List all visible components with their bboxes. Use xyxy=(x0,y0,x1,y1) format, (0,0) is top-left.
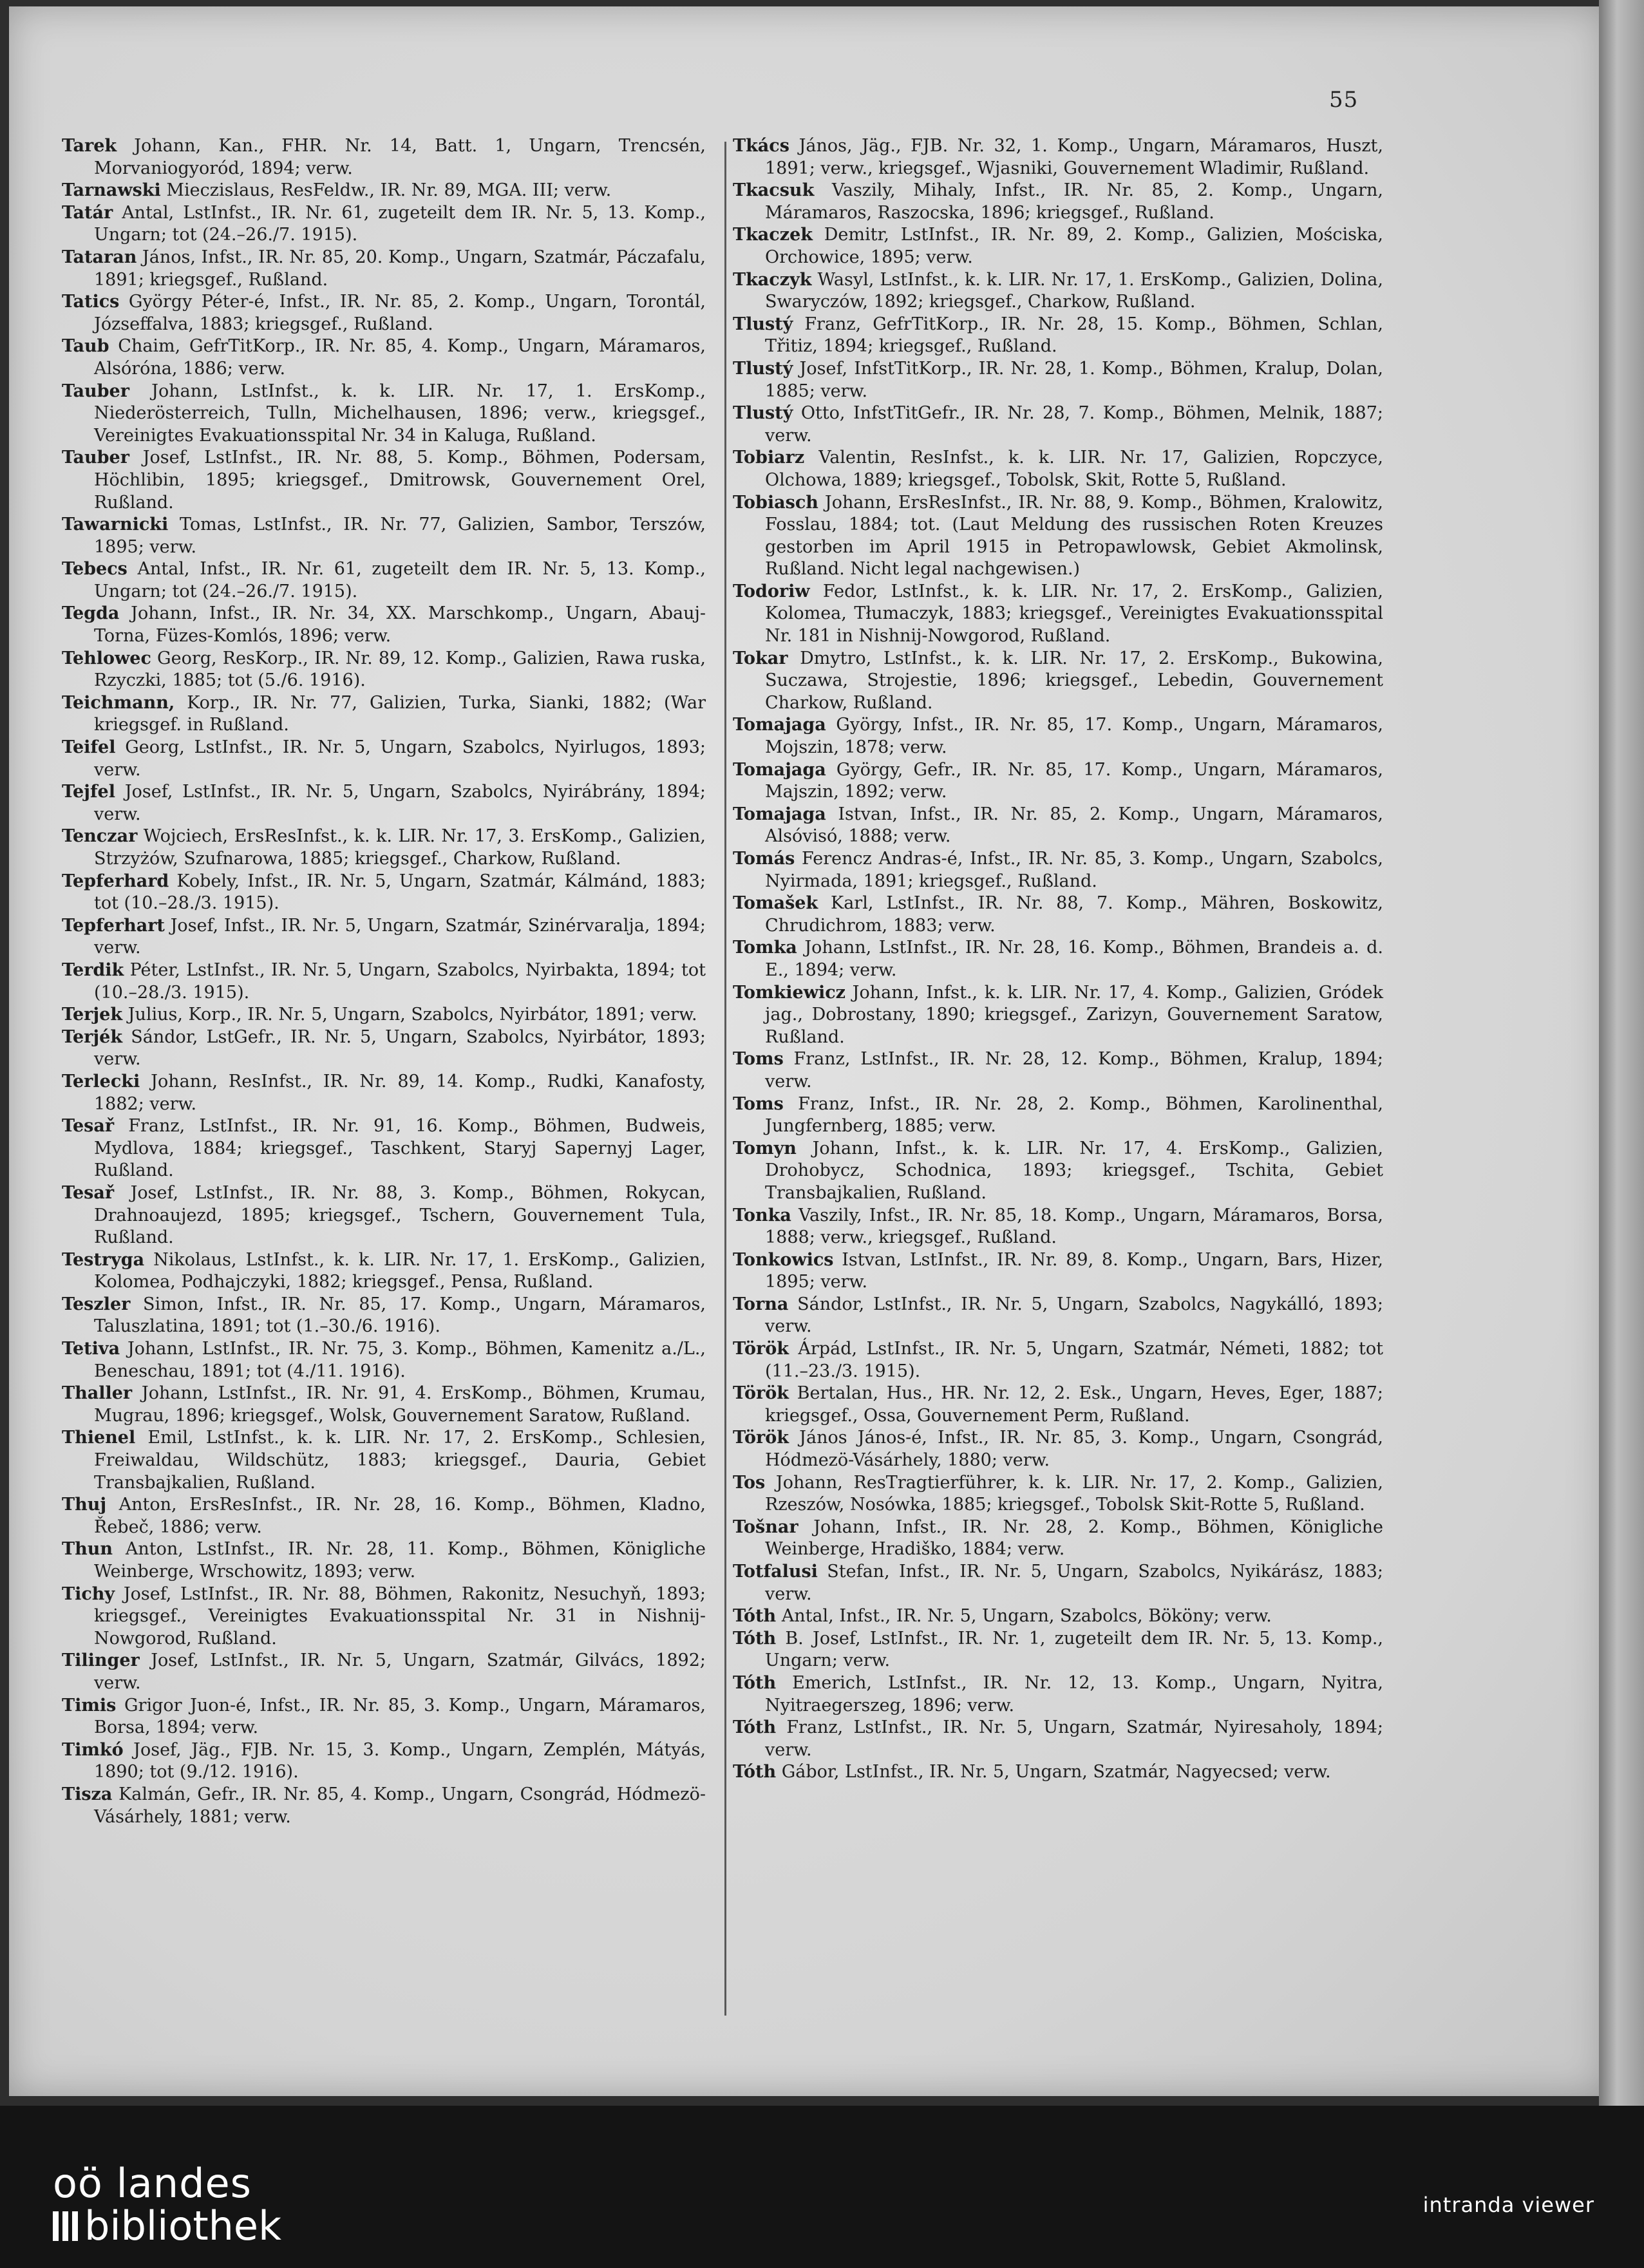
scanned-page xyxy=(9,6,1606,2096)
register-entry xyxy=(733,759,1383,804)
entry-details: Josef, LstInfst., IR. Nr. 5, Ungarn, Szatmár, Gilvács, 1892; verw. xyxy=(94,1650,706,1693)
register-entry xyxy=(733,848,1383,893)
entry-surname: Tlustý xyxy=(733,358,793,379)
entry-details: Istvan, LstInfst., IR. Nr. 89, 8. Komp., Ungarn, Bars, Hizer, 1895; verw. xyxy=(765,1249,1383,1292)
register-entry xyxy=(62,1583,706,1650)
entry-details: Franz, LstInfst., IR. Nr. 91, 16. Komp., Böhmen, Budweis, Mydlova, 1884; kriegsgef., Taschkent, Staryj Sapernyj Lager, Rußland. xyxy=(94,1116,706,1181)
entry-surname: Tilinger xyxy=(62,1650,140,1671)
entry-details: Wojciech, ErsResInfst., k. k. LIR. Nr. 17, 3. ErsKomp., Galizien, Strzyżów, Szufnarowa, 1885; kriegsgef., Charkow, Rußland. xyxy=(94,826,706,869)
entry-details: Johann, Infst., IR. Nr. 28, 2. Komp., Böhmen, Königliche Weinberge, Hradiško, 1884; verw. xyxy=(765,1517,1383,1560)
entry-surname: Tegda xyxy=(62,603,120,624)
register-entry xyxy=(62,1004,706,1026)
viewer-label: intranda viewer xyxy=(1422,2193,1594,2217)
entry-surname: Tlustý xyxy=(733,403,793,424)
entry-surname: Tepferhart xyxy=(62,915,165,936)
register-entry xyxy=(733,581,1383,648)
entry-surname: Tenczar xyxy=(62,826,138,847)
entry-surname: Tóth xyxy=(733,1717,777,1738)
entry-surname: Tkaczek xyxy=(733,225,813,245)
entry-details: Johann, ErsResInfst., IR. Nr. 88, 9. Komp., Böhmen, Kralowitz, Fosslau, 1884; tot. (Laut Meldung des russischen Roten Kreuzes gestorben im April 1915 in Petropawlowsk, Gebiet Akmolinsk, Rußland. Nicht legal nachgewisen.) xyxy=(765,492,1383,580)
entry-details: Georg, LstInfst., IR. Nr. 5, Ungarn, Szabolcs, Nyirlugos, 1893; verw. xyxy=(94,737,706,780)
register-entry xyxy=(733,1761,1383,1784)
entry-surname: Tkacsuk xyxy=(733,180,815,201)
entry-surname: Tobiarz xyxy=(733,448,805,468)
register-entry xyxy=(733,402,1383,447)
logo-line-1: oö landes xyxy=(53,2160,252,2207)
entry-details: György Péter-é, Infst., IR. Nr. 85, 2. Komp., Ungarn, Torontál, Józseffalva, 1883; kriegsgef., Rußland. xyxy=(94,292,706,334)
register-entry xyxy=(62,335,706,380)
register-entry xyxy=(733,1672,1383,1717)
entry-surname: Teszler xyxy=(62,1294,131,1314)
entry-details: Georg, ResKorp., IR. Nr. 89, 12. Komp., Galizien, Rawa ruska, Rzyczki, 1885; tot (5./6. 1916). xyxy=(94,648,706,691)
register-entry xyxy=(62,915,706,959)
entry-details: Valentin, ResInfst., k. k. LIR. Nr. 17, Galizien, Ropczyce, Olchowa, 1889; kriegsgef., Tobolsk, Skit, Rotte 5, Rußland. xyxy=(765,448,1383,490)
entry-details: Demitr, LstInfst., IR. Nr. 89, 2. Komp., Galizien, Mościska, Orchowice, 1895; verw. xyxy=(765,225,1383,267)
entry-surname: Tatár xyxy=(62,202,113,223)
register-entry xyxy=(62,247,706,291)
entry-surname: Tepferhard xyxy=(62,871,169,891)
entry-details: Antal, Infst., IR. Nr. 5, Ungarn, Szabolcs, Bököny; verw. xyxy=(781,1606,1272,1627)
entry-details: Wasyl, LstInfst., k. k. LIR. Nr. 17, 1. ErsKomp., Galizien, Dolina, Swaryczów, 1892; kriegsgef., Charkow, Rußland. xyxy=(765,269,1383,312)
entry-details: Johann, LstInfst., IR. Nr. 28, 16. Komp., Böhmen, Brandeis a. d. E., 1894; verw. xyxy=(765,938,1383,980)
entry-surname: Tarnawski xyxy=(62,180,161,201)
register-entry xyxy=(733,1138,1383,1205)
entry-details: György, Gefr., IR. Nr. 85, 17. Komp., Ungarn, Máramaros, Majszin, 1892; verw. xyxy=(765,759,1383,802)
entry-surname: Tkács xyxy=(733,136,789,156)
entry-surname: Tawarnicki xyxy=(62,515,169,535)
entry-surname: Tomašek xyxy=(733,893,818,914)
register-entry xyxy=(733,1472,1383,1517)
entry-surname: Tetiva xyxy=(62,1339,120,1359)
page-number: 55 xyxy=(1329,87,1359,113)
entry-details: János, Jäg., FJB. Nr. 32, 1. Komp., Ungarn, Máramaros, Huszt, 1891; verw., kriegsgef., Wjasniki, Gouvernement Wladimir, Rußland. xyxy=(765,136,1383,178)
register-entry xyxy=(62,1538,706,1583)
entry-details: Sándor, LstGefr., IR. Nr. 5, Ungarn, Szabolcs, Nyirbátor, 1893; verw. xyxy=(94,1026,706,1070)
register-entry xyxy=(62,1784,706,1828)
entry-surname: Tomás xyxy=(733,849,795,869)
entry-surname: Tatics xyxy=(62,292,120,312)
entry-details: Dmytro, LstInfst., k. k. LIR. Nr. 17, 2. ErsKomp., Bukowina, Suczawa, Strojestie, 1896; kriegsgef., Lebedin, Gouvernement Charkow, Rußland. xyxy=(765,648,1383,713)
register-entry xyxy=(733,714,1383,759)
entry-details: Mieczislaus, ResFeldw., IR. Nr. 89, MGA. III; verw. xyxy=(166,180,612,201)
entry-surname: Tomajaga xyxy=(733,759,826,780)
entry-details: B. Josef, LstInfst., IR. Nr. 1, zugeteilt dem IR. Nr. 5, 13. Komp., Ungarn; verw. xyxy=(765,1628,1383,1671)
register-entry xyxy=(733,1605,1383,1628)
entry-surname: Tóth xyxy=(733,1606,777,1627)
entry-surname: Tošnar xyxy=(733,1517,798,1537)
entry-surname: Torna xyxy=(733,1294,789,1314)
entry-details: Grigor Juon-é, Infst., IR. Nr. 85, 3. Komp., Ungarn, Máramaros, Borsa, 1894; verw. xyxy=(94,1695,706,1738)
register-entry xyxy=(62,202,706,247)
entry-details: Vaszily, Infst., IR. Nr. 85, 18. Komp., Ungarn, Máramaros, Borsa, 1888; verw., kriegsgef., Rußland. xyxy=(765,1205,1383,1248)
library-logo xyxy=(53,2162,281,2247)
entry-details: Istvan, Infst., IR. Nr. 85, 2. Komp., Ungarn, Máramaros, Alsóvisó, 1888; verw. xyxy=(765,804,1383,847)
entry-surname: Tejfel xyxy=(62,782,115,802)
entry-surname: Török xyxy=(733,1339,789,1359)
entry-details: Korp., IR. Nr. 77, Galizien, Turka, Sianki, 1882; (War kriegsgef. in Rußland. xyxy=(94,692,706,735)
entry-details: Nikolaus, LstInfst., k. k. LIR. Nr. 17, 1. ErsKomp., Galizien, Kolomea, Podhajczyki, 1882; kriegsgef., Pensa, Rußland. xyxy=(94,1249,706,1292)
entry-surname: Tóth xyxy=(733,1628,777,1649)
register-entry xyxy=(62,558,706,603)
entry-details: Julius, Korp., IR. Nr. 5, Ungarn, Szabolcs, Nyirbátor, 1891; verw. xyxy=(128,1005,697,1025)
entry-surname: Tobiasch xyxy=(733,492,818,513)
entry-details: Josef, LstInfst., IR. Nr. 88, Böhmen, Rakonitz, Nesuchyň, 1893; kriegsgef., Vereinigtes Evakuationsspital Nr. 31 in Nishnij-Nowgorod, Rußland. xyxy=(94,1583,706,1649)
entry-surname: Tomajaga xyxy=(733,715,826,735)
register-entry xyxy=(62,1494,706,1538)
register-entry xyxy=(733,893,1383,937)
register-entry xyxy=(733,1717,1383,1761)
entry-details: Josef, Jäg., FJB. Nr. 15, 3. Komp., Ungarn, Zemplén, Mátyás, 1890; tot (9./12. 1916). xyxy=(94,1739,706,1782)
register-entry xyxy=(62,1650,706,1694)
entry-surname: Tisza xyxy=(62,1784,113,1804)
entry-details: Johann, LstInfst., IR. Nr. 91, 4. ErsKomp., Böhmen, Krumau, Mugrau, 1896; kriegsgef., Wolsk, Gouvernement Saratow, Rußland. xyxy=(94,1383,706,1426)
register-entry xyxy=(62,871,706,915)
column-divider xyxy=(724,142,726,2016)
entry-surname: Tlustý xyxy=(733,314,793,334)
entry-details: Anton, ErsResInfst., IR. Nr. 28, 16. Komp., Böhmen, Kladno, Řebeč, 1886; verw. xyxy=(94,1495,706,1537)
register-entry xyxy=(733,224,1383,269)
register-entry xyxy=(733,804,1383,848)
register-entry xyxy=(62,1115,706,1182)
entry-surname: Török xyxy=(733,1428,789,1448)
logo-bars-icon xyxy=(53,2211,78,2241)
entry-surname: Tomajaga xyxy=(733,804,826,824)
register-entry xyxy=(62,959,706,1004)
entry-details: Franz, Infst., IR. Nr. 28, 2. Komp., Böhmen, Karolinenthal, Jungfernberg, 1885; verw. xyxy=(765,1093,1383,1137)
register-entry xyxy=(62,781,706,826)
entry-surname: Taub xyxy=(62,336,109,357)
register-entry xyxy=(733,314,1383,358)
entry-details: Johann, Kan., FHR. Nr. 14, Batt. 1, Ungarn, Trencsén, Morvaniogyoród, 1894; verw. xyxy=(94,136,706,178)
logo-line-2-wrap xyxy=(53,2202,281,2249)
logo-line-2: bibliothek xyxy=(84,2202,281,2249)
page-edge xyxy=(1599,0,1644,2106)
entry-surname: Thaller xyxy=(62,1383,133,1404)
entry-details: Antal, LstInfst., IR. Nr. 61, zugeteilt dem IR. Nr. 5, 13. Komp., Ungarn; tot (24.–26./7. 1915). xyxy=(94,202,706,245)
entry-details: Franz, LstInfst., IR. Nr. 5, Ungarn, Szatmár, Nyiresaholy, 1894; verw. xyxy=(765,1717,1383,1760)
register-entry xyxy=(62,291,706,335)
entry-surname: Tebecs xyxy=(62,559,128,580)
register-entry xyxy=(62,180,706,202)
register-entry xyxy=(733,180,1383,224)
register-entry xyxy=(62,1071,706,1115)
register-entry xyxy=(62,1383,706,1427)
entry-surname: Thuj xyxy=(62,1495,107,1515)
entry-surname: Tesař xyxy=(62,1116,115,1137)
entry-surname: Tonka xyxy=(733,1205,791,1225)
register-entry xyxy=(62,135,706,180)
entry-details: Josef, LstInfst., IR. Nr. 5, Ungarn, Szabolcs, Nyirábrány, 1894; verw. xyxy=(94,782,706,824)
viewer-footer xyxy=(0,2106,1644,2268)
entry-details: Kobely, Infst., IR. Nr. 5, Ungarn, Szatmár, Kálmánd, 1883; tot (10.–28./3. 1915). xyxy=(94,871,706,914)
entry-details: Fedor, LstInfst., k. k. LIR. Nr. 17, 2. ErsKomp., Galizien, Kolomea, Tłumaczyk, 1883; kriegsgef., Vereinigtes Evakuationsspital Nr. 181 in Nishnij-Nowgorod, Rußland. xyxy=(765,581,1383,647)
register-entry xyxy=(62,1338,706,1383)
entry-surname: Tokar xyxy=(733,648,788,668)
register-entry xyxy=(62,514,706,558)
entry-surname: Tóth xyxy=(733,1762,777,1782)
register-entry xyxy=(733,1048,1383,1093)
entry-details: Stefan, Infst., IR. Nr. 5, Ungarn, Szabolcs, Nyikárász, 1883; verw. xyxy=(765,1562,1383,1604)
register-entry xyxy=(733,135,1383,180)
entry-surname: Török xyxy=(733,1383,789,1404)
entry-surname: Thun xyxy=(62,1539,113,1560)
entry-details: Johann, ResInfst., IR. Nr. 89, 14. Komp., Rudki, Kanafosty, 1882; verw. xyxy=(94,1071,706,1114)
entry-surname: Totfalusi xyxy=(733,1562,818,1582)
entry-details: Kalmán, Gefr., IR. Nr. 85, 4. Komp., Ungarn, Csongrád, Hódmezö-Vásárhely, 1881; verw. xyxy=(94,1784,706,1827)
entry-details: Johann, ResTragtierführer, k. k. LIR. Nr. 17, 2. Komp., Galizien, Rzeszów, Nosówka, 1885; kriegsgef., Tobolsk Skit-Rotte 5, Rußland. xyxy=(765,1472,1383,1515)
entry-surname: Tomka xyxy=(733,938,797,958)
entry-surname: Tauber xyxy=(62,448,129,468)
register-entry xyxy=(733,1427,1383,1471)
register-entry xyxy=(62,826,706,870)
entry-surname: Tkaczyk xyxy=(733,269,812,290)
register-entry xyxy=(733,1205,1383,1249)
register-entry xyxy=(62,1182,706,1249)
entry-surname: Tonkowics xyxy=(733,1249,834,1270)
register-entry xyxy=(62,648,706,692)
entry-details: János, Infst., IR. Nr. 85, 20. Komp., Ungarn, Szatmár, Páczafalu, 1891; kriegsgef., Rußland. xyxy=(94,247,706,290)
entry-details: Chaim, GefrTitKorp., IR. Nr. 85, 4. Komp., Ungarn, Máramaros, Alsóróna, 1886; verw. xyxy=(94,336,706,379)
entry-surname: Tesař xyxy=(62,1182,115,1203)
entry-details: Bertalan, Hus., HR. Nr. 12, 2. Esk., Ungarn, Heves, Eger, 1887; kriegsgef., Ossa, Gouvernement Perm, Rußland. xyxy=(765,1383,1383,1426)
entry-details: Karl, LstInfst., IR. Nr. 88, 7. Komp., Mähren, Boskowitz, Chrudichrom, 1883; verw. xyxy=(765,893,1384,936)
entry-details: János János-é, Infst., IR. Nr. 85, 3. Komp., Ungarn, Csongrád, Hódmezö-Vásárhely, 1880; verw. xyxy=(765,1428,1383,1471)
entry-details: Árpád, LstInfst., IR. Nr. 5, Ungarn, Szatmár, Németi, 1882; tot (11.–23./3. 1915). xyxy=(765,1339,1383,1381)
entry-details: Vaszily, Mihaly, Infst., IR. Nr. 85, 2. Komp., Ungarn, Máramaros, Raszocska, 1896; kriegsgef., Rußland. xyxy=(765,180,1383,223)
register-entry xyxy=(733,648,1383,715)
register-entry xyxy=(62,737,706,781)
entry-surname: Terlecki xyxy=(62,1071,140,1091)
entry-details: Josef, LstInfst., IR. Nr. 88, 5. Komp., Böhmen, Podersam, Höchlibin, 1895; kriegsgef., Dmitrowsk, Gouvernement Orel, Rußland. xyxy=(94,448,706,513)
entry-details: Gábor, LstInfst., IR. Nr. 5, Ungarn, Szatmár, Nagyecsed; verw. xyxy=(781,1762,1331,1782)
register-entry xyxy=(62,1695,706,1739)
entry-surname: Tóth xyxy=(733,1672,777,1693)
entry-details: György, Infst., IR. Nr. 85, 17. Komp., Ungarn, Máramaros, Mojszin, 1878; verw. xyxy=(765,715,1383,758)
register-entry xyxy=(62,381,706,448)
register-entry xyxy=(733,492,1383,581)
entry-surname: Tomkiewicz xyxy=(733,982,846,1003)
register-entry xyxy=(733,1383,1383,1427)
register-entry xyxy=(62,603,706,647)
register-entry xyxy=(62,1249,706,1294)
entry-details: Josef, Infst., IR. Nr. 5, Ungarn, Szatmár, Szinérvaralja, 1894; verw. xyxy=(94,915,706,958)
entry-surname: Tos xyxy=(733,1472,766,1493)
entry-details: Josef, LstInfst., IR. Nr. 88, 3. Komp., Böhmen, Rokycan, Drahnoaujezd, 1895; kriegsgef., Tschern, Gouvernement Tula, Rußland. xyxy=(94,1182,706,1248)
register-entry xyxy=(733,1294,1383,1338)
entry-surname: Todoriw xyxy=(733,581,810,601)
entry-details: Simon, Infst., IR. Nr. 85, 17. Komp., Ungarn, Máramaros, Taluszlatina, 1891; tot (1.–30./6. 1916). xyxy=(94,1294,706,1337)
entry-surname: Testryga xyxy=(62,1249,145,1270)
entry-surname: Terdik xyxy=(62,959,124,980)
entry-surname: Timkó xyxy=(62,1739,124,1760)
entry-surname: Thienel xyxy=(62,1428,136,1448)
entry-surname: Tarek xyxy=(62,136,117,156)
entry-surname: Tichy xyxy=(62,1583,115,1604)
entry-details: Johann, Infst., k. k. LIR. Nr. 17, 4. Komp., Galizien, Gródek jag., Dobrostany, 1890; kriegsgef., Zarizyn, Gouvernement Saratow, Rußland. xyxy=(765,982,1384,1047)
entry-details: Emil, LstInfst., k. k. LIR. Nr. 17, 2. ErsKomp., Schlesien, Freiwaldau, Wildschütz, 1883; kriegsgef., Dauria, Gebiet Transbajkalien, Rußland. xyxy=(94,1428,706,1493)
entry-details: Antal, Infst., IR. Nr. 61, zugeteilt dem IR. Nr. 5, 13. Komp., Ungarn; tot (24.–26./7. 1915). xyxy=(94,559,706,601)
register-entry xyxy=(62,692,706,737)
entry-surname: Tauber xyxy=(62,381,129,401)
entry-details: Sándor, LstInfst., IR. Nr. 5, Ungarn, Szabolcs, Nagykálló, 1893; verw. xyxy=(765,1294,1383,1337)
register-entry xyxy=(62,1739,706,1784)
entry-details: Ferencz Andras-é, Infst., IR. Nr. 85, 3. Komp., Ungarn, Szabolcs, Nyirmada, 1891; kriegsgef., Rußland. xyxy=(765,849,1383,891)
register-entry xyxy=(62,1294,706,1338)
register-entry xyxy=(733,937,1383,981)
entry-surname: Teichmann, xyxy=(62,692,175,713)
register-entry xyxy=(733,1517,1383,1561)
entry-details: Péter, LstInfst., IR. Nr. 5, Ungarn, Szabolcs, Nyirbakta, 1894; tot (10.–28./3. 1915). xyxy=(94,959,706,1003)
register-entry xyxy=(62,1427,706,1494)
entry-details: Johann, LstInfst., k. k. LIR. Nr. 17, 1. ErsKomp., Niederösterreich, Tulln, Michelhausen, 1896; verw., kriegsgef., Vereinigtes Evakuationsspital Nr. 34 in Kaluga, Rußland. xyxy=(94,381,706,446)
entry-surname: Timis xyxy=(62,1695,117,1715)
register-entry xyxy=(733,269,1383,314)
entry-details: Emerich, LstInfst., IR. Nr. 12, 13. Komp., Ungarn, Nyitra, Nyitraegerszeg, 1896; verw. xyxy=(765,1672,1383,1715)
entry-details: Franz, LstInfst., IR. Nr. 28, 12. Komp., Böhmen, Kralup, 1894; verw. xyxy=(765,1049,1383,1091)
left-column xyxy=(62,135,706,1828)
entry-surname: Toms xyxy=(733,1093,784,1114)
register-entry xyxy=(733,358,1383,402)
register-entry xyxy=(62,1026,706,1071)
entry-surname: Toms xyxy=(733,1049,784,1070)
register-entry xyxy=(733,447,1383,491)
register-entry xyxy=(733,1561,1383,1605)
right-column xyxy=(733,135,1383,1784)
entry-surname: Tehlowec xyxy=(62,648,151,668)
register-entry xyxy=(733,1249,1383,1294)
entry-details: Tomas, LstInfst., IR. Nr. 77, Galizien, Sambor, Terszów, 1895; verw. xyxy=(94,515,706,557)
entry-details: Johann, Infst., IR. Nr. 34, XX. Marschkomp., Ungarn, Abauj-Torna, Füzes-Komlós, 1896; verw. xyxy=(94,603,706,647)
entry-details: Anton, LstInfst., IR. Nr. 28, 11. Komp., Böhmen, Königliche Weinberge, Wrschowitz, 1893; verw. xyxy=(94,1539,706,1582)
entry-surname: Terjek xyxy=(62,1005,123,1025)
entry-details: Otto, InfstTitGefr., IR. Nr. 28, 7. Komp., Böhmen, Melnik, 1887; verw. xyxy=(765,403,1383,446)
entry-surname: Terjék xyxy=(62,1026,123,1047)
entry-details: Johann, Infst., k. k. LIR. Nr. 17, 4. ErsKomp., Galizien, Drohobycz, Schodnica, 1893; kriegsgef., Tschita, Gebiet Transbajkalien, Rußland. xyxy=(765,1138,1383,1203)
register-entry xyxy=(733,1093,1383,1138)
entry-details: Johann, LstInfst., IR. Nr. 75, 3. Komp., Böhmen, Kamenitz a./L., Beneschau, 1891; tot (4./11. 1916). xyxy=(94,1339,706,1381)
entry-details: Josef, InfstTitKorp., IR. Nr. 28, 1. Komp., Böhmen, Kralup, Dolan, 1885; verw. xyxy=(765,358,1383,401)
entry-surname: Teifel xyxy=(62,737,116,758)
entry-surname: Tataran xyxy=(62,247,137,267)
entry-surname: Tomyn xyxy=(733,1138,797,1158)
register-entry xyxy=(733,1338,1383,1383)
register-entry xyxy=(62,447,706,514)
register-entry xyxy=(733,982,1383,1049)
register-entry xyxy=(733,1628,1383,1672)
entry-details: Franz, GefrTitKorp., IR. Nr. 28, 15. Komp., Böhmen, Schlan, Třitiz, 1894; kriegsgef., Rußland. xyxy=(765,314,1383,357)
